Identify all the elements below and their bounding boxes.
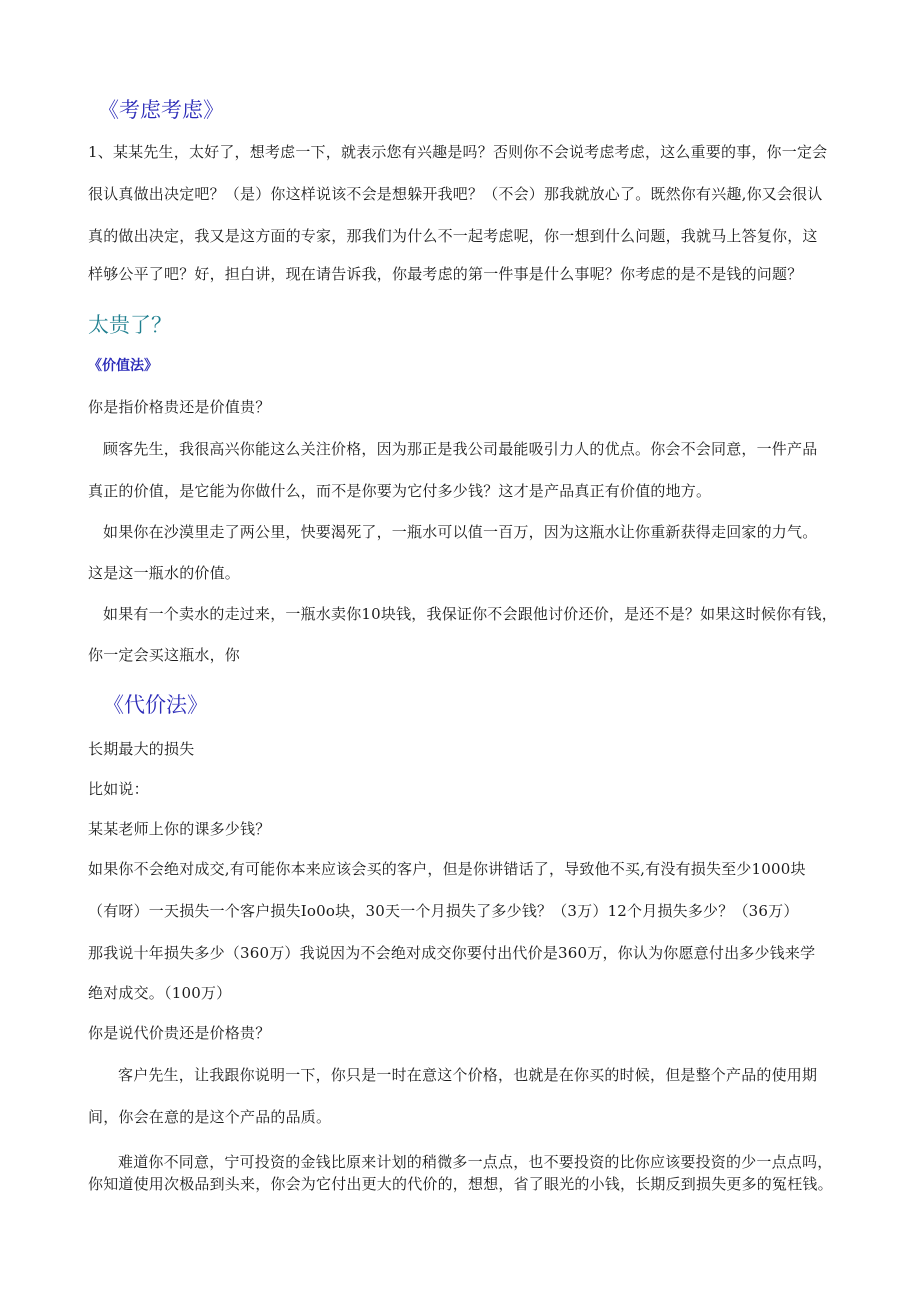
paragraph-line: 如果有一个卖水的走过来，一瓶水卖你10块钱，我保证你不会跟他讨价还价，是还不是？如果这时候你有钱， (103, 605, 837, 623)
paragraph-line: 如果你在沙漠里走了两公里，快要渴死了，一瓶水可以值一百万，因为这瓶水让你重新获得走回家的力气。 (103, 523, 818, 541)
text-line: 比如说： (88, 780, 149, 798)
text-line: 长期最大的损失 (88, 740, 195, 758)
paragraph-line: 客户先生，让我跟你说明一下，你只是一时在意这个价格，也就是在你买的时候，但是整个产品的使用期 (118, 1066, 818, 1084)
paragraph-line: （有呀）一天损失一个客户损失Io0o块，30天一个月损失了多少钱？（3万）12个月损失多少？（36万） (88, 902, 799, 920)
paragraph-line: 如果你不会绝对成交,有可能你本来应该会买的客户，但是你讲错话了，导致他不买,有没有损失至少1000块 (88, 860, 806, 878)
paragraph-line: 很认真做出决定吧？（是）你这样说该不会是想躲开我吧？（不会）那我就放心了。既然你有兴趣,你又会很认 (88, 185, 823, 203)
paragraph-line: 真的做出决定，我又是这方面的专家，那我们为什么不一起考虑呢，你一想到什么问题，我就马上答复你，这 (88, 227, 818, 245)
paragraph-line: 样够公平了吧？好，担白讲，现在请告诉我，你最考虑的第一件事是什么事呢？你考虑的是不是钱的问题？ (88, 265, 803, 283)
question-line: 你是说代价贵还是价格贵？ (88, 1024, 271, 1042)
paragraph-line: 间，你会在意的是这个产品的品质。 (88, 1108, 332, 1126)
paragraph-line: 1、某某先生，太好了，想考虑一下，就表示您有兴趣是吗？否则你不会说考虑考虑，这么重要的事，你一定会 (88, 143, 828, 161)
paragraph-line: 顾客先生，我很高兴你能这么关注价格，因为那正是我公司最能吸引力人的优点。你会不会同意，一件产品 (103, 440, 818, 458)
paragraph-line: 那我说十年损失多少（360万）我说因为不会绝对成交你要付出代价是360万，你认为你愿意付出多少钱来学 (88, 944, 816, 962)
heading-tai-gui: 太贵了？ (88, 313, 172, 337)
paragraph-line: 你知道使用次极品到头来，你会为它付出更大的代价的，想想，省了眼光的小钱，长期反到损失更多的冤枉钱。 (88, 1175, 833, 1193)
paragraph-line: 这是这一瓶水的价值。 (88, 564, 241, 582)
heading-daijia-fa: 《代价法》 (103, 693, 208, 717)
paragraph-line: 绝对成交。（100万） (88, 984, 232, 1002)
paragraph-line: 真正的价值，是它能为你做什么，而不是你要为它付多少钱？这才是产品真正有价值的地方。 (88, 482, 712, 500)
subheading-jiazhi-fa: 《价值法》 (88, 358, 158, 374)
paragraph-line: 你一定会买这瓶水，你 (88, 646, 241, 664)
heading-kaolv: 《考虑考虑》 (98, 98, 224, 122)
question-line: 你是指价格贵还是价值贵？ (88, 398, 271, 416)
paragraph-line: 难道你不同意，宁可投资的金钱比原来计划的稍微多一点点，也不要投资的比你应该要投资的少一点点吗， (118, 1153, 833, 1171)
text-line: 某某老师上你的课多少钱？ (88, 820, 271, 838)
